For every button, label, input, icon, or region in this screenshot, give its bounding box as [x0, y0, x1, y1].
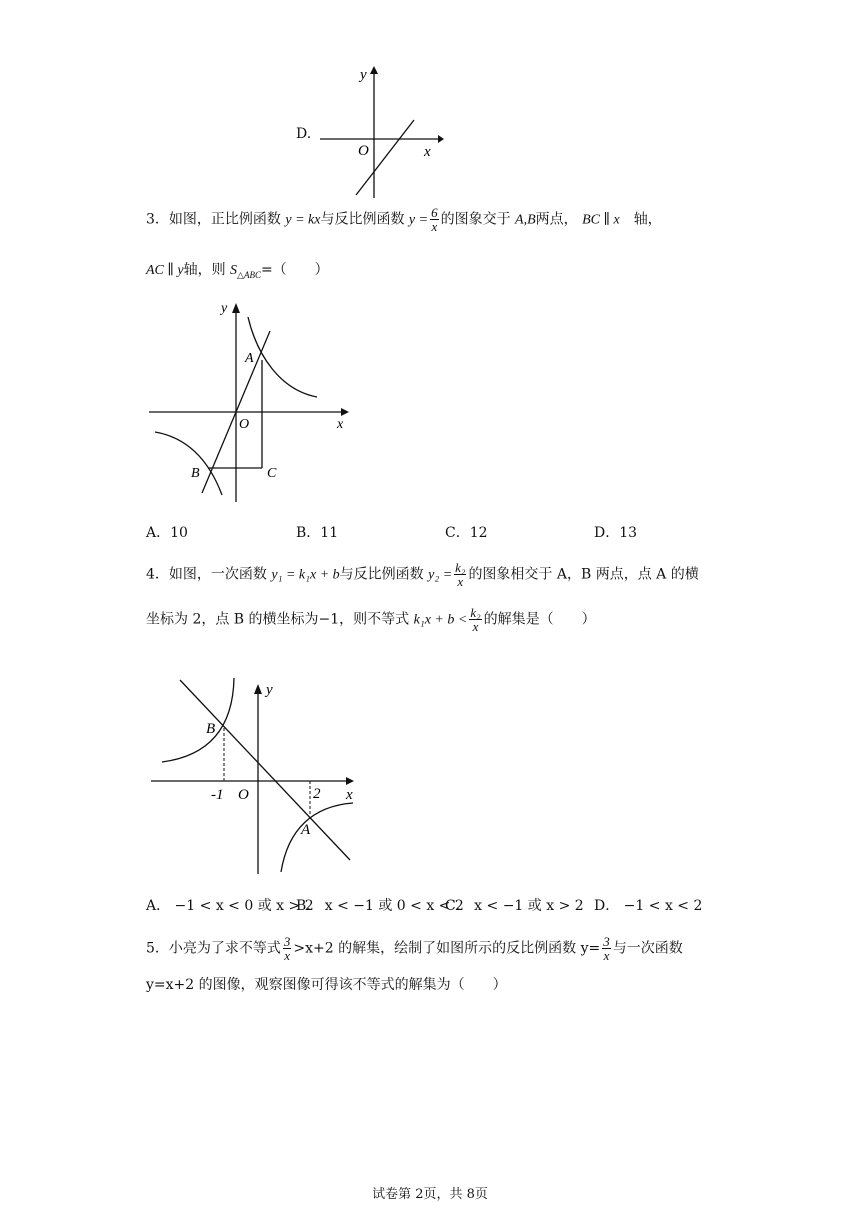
y-axis-label: y: [221, 301, 228, 316]
page-footer: 试卷第 2页，共 8页: [372, 1187, 488, 1202]
origin-label: O: [358, 143, 369, 159]
q3-option-a[interactable]: A．10: [146, 525, 188, 541]
fraction: $\frac{3}{x}$: [283, 934, 291, 963]
q3-option-c[interactable]: C．12: [445, 525, 488, 541]
q3-graph: [145, 295, 360, 507]
q3-line1: 3．如图，正比例函数 y = kx与反比例函数 y = $\frac{6}{x}$ 的图象交于 A,B两点， BC ∥ x 轴，: [146, 205, 662, 234]
q4-line1: 4．如图，一次函数 y₁ = k₁x + b与反比例函数 y₂ = $\frac{\text{k₂}}{x}$ 的图象相交于 A，B 两点，点 A 的横: [146, 560, 699, 589]
q5-line1: 5．小亮为了求不等式 $\frac{3}{x}$ >x+2 的解集，绘制了如图所示的反比例函数 y= $\frac{3}{x}$ 与一次函数: [146, 934, 683, 963]
point-b-label: B: [206, 721, 216, 737]
x-axis-label: x: [424, 144, 431, 160]
q3-option-b[interactable]: B．11: [296, 525, 339, 541]
x-axis-label: x: [346, 787, 353, 803]
q3-option-d[interactable]: D．13: [594, 525, 638, 541]
point-b-label: B: [191, 466, 200, 481]
x-axis-label: x: [337, 417, 344, 432]
q4-graph: [148, 674, 368, 879]
tick-neg1-label: -1: [211, 787, 224, 803]
origin-label: O: [239, 417, 250, 432]
q5-line2: y=x+2 的图像，观察图像可得该不等式的解集为（ ）: [146, 977, 507, 993]
fraction: $\frac{6}{x}$: [431, 205, 438, 234]
option-d-label: D.: [296, 126, 312, 142]
fraction: $\frac{\text{k₂}}{x}$: [455, 560, 466, 589]
y-axis-label: y: [266, 682, 273, 698]
tick-2-label: 2: [313, 786, 321, 802]
q3-line2: AC ∥ y轴，则 $S_{\triangle ABC}=$（ ）: [146, 262, 329, 280]
point-a-label: A: [301, 822, 311, 838]
y-axis-label: y: [360, 67, 367, 83]
point-a-label: A: [245, 351, 254, 366]
fraction: $\frac{3}{x}$: [603, 934, 610, 963]
option-d-graph: [310, 62, 450, 202]
q4-option-b[interactable]: B． x < −1 或 0 < x < 2: [296, 898, 464, 914]
origin-label: O: [238, 787, 249, 803]
q4-option-a[interactable]: A． −1 < x < 0 或 x > 2: [146, 898, 314, 914]
q4-line2: 坐标为 2，点 B 的横坐标为−1，则不等式 k₁x + b < $\frac{\text{k₂}}{x}$ 的解集是（ ）: [146, 605, 596, 634]
point-c-label: C: [267, 466, 277, 481]
q4-option-c[interactable]: C． x < −1 或 x > 2: [445, 898, 584, 914]
q4-option-d[interactable]: D． −1 < x < 2: [594, 898, 703, 914]
fraction: $\frac{\text{k₂}}{x}$: [470, 605, 481, 634]
